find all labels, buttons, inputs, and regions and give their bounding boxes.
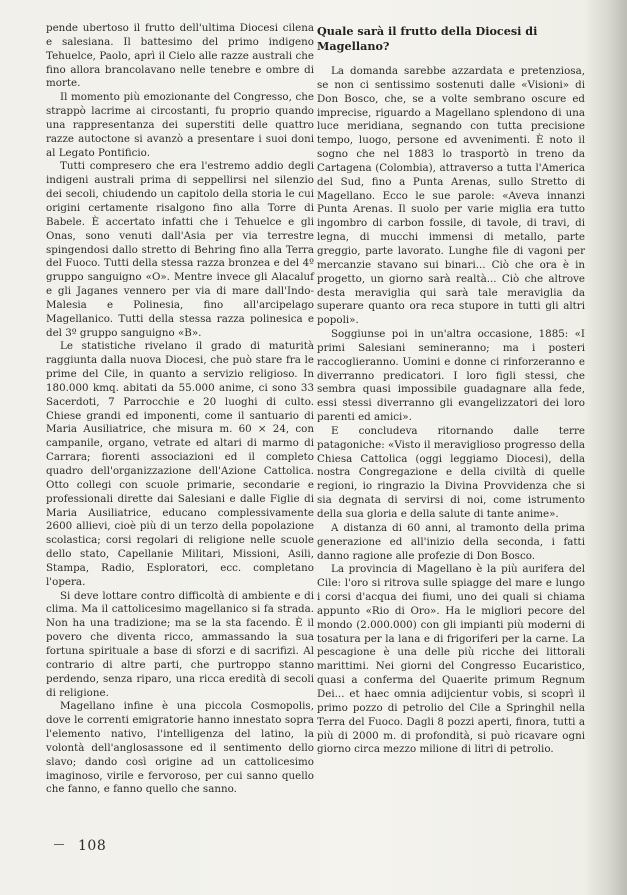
paragraph: A distanza di 60 anni, al tramonto della prima generazione ed all'inizio della seconda, i fatti danno ragione alle profezie di Don Bosco. (317, 521, 585, 562)
section-heading: Quale sarà il frutto della Diocesi di Magellano? (317, 24, 538, 53)
paragraph: Le statistiche rivelano il grado di maturità raggiunta dalla nuova Diocesi, che può stare fra le prime del Cile, in quanto a servizio religioso. In 180.000 kmq. abitati da 55.000 anime, ci sono 33 Sacerdoti, 7 Parrocchie e 20 luoghi di culto. Chiese grandi ed imponenti, come il santuario di Maria Ausiliatrice, che misura m. 60 × 24, con campanile, organo, vetrate ed altari di marmo di Carrara; fiorenti associazioni ed il completo quadro dell'organizzazione dell'Azione Cattolica. Otto collegi con scuole primarie, secondarie e professionali dirette dai Salesiani e dalle Figlie di Maria Ausiliatrice, educano complessivamente 2600 allievi, cioè più di un terzo della popolazione scolastica; corsi regolari di religione nelle scuole dello stato, Capellanie Militari, Missioni, Asili, Stampa, Radio, Esploratori, ecc. completano l'opera. (46, 340, 314, 588)
paragraph: La provincia di Magellano è la più aurifera del Cile: l'oro si ritrova sulle spiagge del mare e lungo i corsi d'acqua dei fiumi, uno dei quali si chiama appunto «Rio di Oro». Ha le migliori pecore del mondo (2.000.000) con gli impianti più moderni di tosatura per la lana e di frigoriferi per la carne. La pescagione è una delle più ricche dei littorali marittimi. Nei giorni del Congresso Eucaristico, quasi a conferma del Quaerite primum Regnum Dei... et haec omnia adijcientur vobis, si scoprì il primo pozzo di petrolio del Cile a Springhil nella Terra del Fuoco. Dagli 8 pozzi aperti, finora, tutti a più di 2000 m. di profondità, si può ricavare ogni giorno circa mezzo milione di litri di petrolio. (317, 563, 585, 756)
paragraph: Si deve lottare contro difficoltà di ambiente e di clima. Ma il cattolicesimo magellanico si fa strada. Non ha una tradizione; ma se la sta facendo. È il povero che diventa ricco, ammassando la sua fortuna spirituale a base di sforzi e di sacrifizi. Al contrario di altre parti, che purtroppo stanno perdendo, senza riparo, una ricca eredità di secoli di religione. (46, 589, 314, 699)
paragraph: pende ubertoso il frutto dell'ultima Diocesi cilena e salesiana. Il battesimo del primo indigeno Tehuelce, Paolo, aprì il Cielo alle razze australi che fino allora brancolavano nelle tenebre e ombre di morte. (46, 22, 314, 90)
page-number: 108 (78, 838, 107, 854)
paragraph: Magellano infine è una piccola Cosmopolis, dove le correnti emigratorie hanno innestato sopra l'elemento nativo, l'intelligenza del latino, la volontà dell'anglosassone ed il sentimento dello slavo; dando così origine ad un cattolicesimo imaginoso, virile e fervoroso, per cui sanno quello che fanno, e fanno quello che sanno. (46, 700, 314, 796)
paragraph: La domanda sarebbe azzardata e pretenziosa, se non ci sentissimo sostenuti dalle «Visioni» di Don Bosco, che, se a volte sembrano oscure ed imprecise, riguardo a Magellano splendono di una luce meridiana, segnando con tutta precisione tempo, luogo, persone ed avvenimenti. È noto il sogno che nel 1883 lo trasportò in treno da Cartagena (Colombia), attraverso a tutta l'America del Sud, fino a Punta Arenas, sullo Stretto di Magellano. Ecco le sue parole: «Aveva innanzi Punta Arenas. Il suolo per varie miglia era tutto ingombro di carbon fossile, di tavole, di travi, di legna, di mucchi immensi di metallo, parte greggio, parte lavorato. Lunghe file di vagoni per mercanzie stavano sui binari... Ciò che ora è in progetto, un giorno sarà realtà... Ciò che altrove desta meraviglia qui sarà tale meraviglia da superare quanto ora reca stupore in tutti gli altri popoli». (317, 65, 585, 327)
paragraph: Soggiunse poi in un'altra occasione, 1885: «I primi Salesiani semineranno; ma i posteri raccoglieranno. Uomini e donne ci rinforzeranno e diverranno predicatori. I loro figli stessi, che sembra quasi impossibile guadagnare alla fede, essi stessi diverranno gli evangelizzatori dei loro parenti ed amici». (317, 328, 585, 424)
paragraph: Il momento più emozionante del Congresso, che strappò lacrime ai circostanti, fu proprio quando una rappresentanza dei superstiti delle quattro razze autoctone si avanzò a presentare i suoi doni al Legato Pontificio. (46, 91, 314, 159)
paragraph: E concludeva ritornando dalle terre patagoniche: «Visto il meraviglioso progresso della Chiesa Cattolica (oggi leggiamo Diocesi), della nostra Congregazione e della civiltà di quelle regioni, io ringrazio la Divina Provvidenza che si sia degnata di servirsi di noi, come istrumento della sua gloria e della salute di tante anime». (317, 424, 585, 520)
paragraph: Tutti compresero che era l'estremo addio degli indigeni australi prima di seppellirsi nel silenzio dei secoli, chiudendo un capitolo della storia le cui origini certamente risalgono fino alla Torre di Babele. È accertato infatti che i Tehuelce e gli Onas, sono venuti dall'Asia per via terrestre spingendosi dallo stretto di Behring fino alla Terra del Fuoco. Tutti della stessa razza bronzea e del 4º gruppo sanguigno «O». Mentre invece gli Alacaluf e gli Jaganes vennero per via di mare dall'Indo-Malesia e Polinesia, fino all'arcipelago Magellanico. Tutti della stessa razza polinesica e del 3º gruppo sanguigno «B». (46, 160, 314, 339)
left-column (46, 22, 314, 797)
right-column (317, 22, 585, 757)
page-number-dash (54, 844, 64, 845)
